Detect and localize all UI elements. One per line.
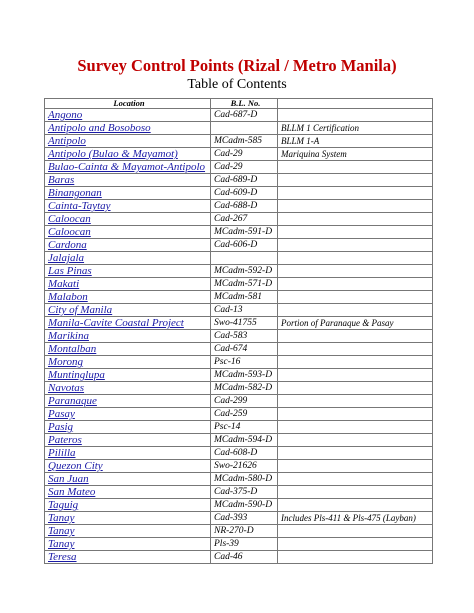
bl-number-cell: NR-270-D [211,525,278,538]
bl-number-cell: MCadm-571-D [211,278,278,291]
bl-number-cell: Cad-583 [211,330,278,343]
remarks-cell [278,525,433,538]
bl-number-cell: Cad-29 [211,148,278,161]
location-link[interactable]: City of Manila [45,304,211,317]
remarks-cell [278,434,433,447]
remarks-cell: Includes Pls-411 & Pls-475 (Layban) [278,512,433,525]
location-link[interactable]: Antipolo [45,135,211,148]
table-row [45,538,433,551]
table-row [45,122,433,135]
table-row [45,408,433,421]
table-row [45,421,433,434]
bl-number-cell: Cad-13 [211,304,278,317]
remarks-cell [278,343,433,356]
remarks-cell [278,356,433,369]
remarks-cell [278,109,433,122]
bl-number-cell: MCadm-593-D [211,369,278,382]
location-link[interactable]: Angono [45,109,211,122]
bl-number-cell: Cad-608-D [211,447,278,460]
remarks-cell [278,447,433,460]
document-subtitle: Table of Contents [187,77,287,92]
remarks-cell [278,265,433,278]
bl-number-cell: Cad-606-D [211,239,278,252]
table-row [45,265,433,278]
remarks-cell [278,304,433,317]
location-link[interactable]: Cainta-Taytay [45,200,211,213]
location-link[interactable]: Marikina [45,330,211,343]
table-row [45,460,433,473]
table-body [45,109,433,564]
bl-number-cell: Psc-14 [211,421,278,434]
bl-number-cell: MCadm-580-D [211,473,278,486]
header-bl-no: B.L. No. [211,99,278,109]
remarks-cell: Mariquina System [278,148,433,161]
table-row [45,525,433,538]
location-link[interactable]: Jalajala [45,252,211,265]
bl-number-cell: Cad-46 [211,551,278,564]
remarks-cell: Portion of Paranaque & Pasay [278,317,433,330]
table-row [45,148,433,161]
location-link[interactable]: Caloocan [45,213,211,226]
table-row [45,395,433,408]
bl-number-cell: Swo-41755 [211,317,278,330]
location-link[interactable]: Pasay [45,408,211,421]
bl-number-cell: Cad-688-D [211,200,278,213]
location-link[interactable]: Teresa [45,551,211,564]
bl-number-cell: MCadm-592-D [211,265,278,278]
bl-number-cell: Cad-393 [211,512,278,525]
table-row [45,356,433,369]
table-row [45,343,433,356]
remarks-cell [278,551,433,564]
bl-number-cell: MCadm-582-D [211,382,278,395]
remarks-cell [278,369,433,382]
table-row [45,109,433,122]
bl-number-cell: MCadm-590-D [211,499,278,512]
bl-number-cell: Cad-259 [211,408,278,421]
remarks-cell: BLLM 1-A [278,135,433,148]
location-link[interactable]: Paranaque [45,395,211,408]
remarks-cell [278,200,433,213]
remarks-cell [278,330,433,343]
location-link[interactable]: Morong [45,356,211,369]
remarks-cell [278,538,433,551]
remarks-cell [278,174,433,187]
location-link[interactable]: Tanay [45,538,211,551]
header-location: Location [45,99,211,109]
location-link[interactable]: Tanay [45,525,211,538]
remarks-cell [278,161,433,174]
table-row [45,213,433,226]
table-row [45,447,433,460]
document-title: Survey Control Points (Rizal / Metro Manila) [77,56,397,75]
table-row [45,200,433,213]
bl-number-cell: Cad-29 [211,161,278,174]
bl-number-cell: Cad-299 [211,395,278,408]
location-link[interactable]: Malabon [45,291,211,304]
remarks-cell [278,460,433,473]
location-link[interactable]: Binangonan [45,187,211,200]
location-link[interactable]: San Mateo [45,486,211,499]
remarks-cell [278,473,433,486]
table-row [45,330,433,343]
bl-number-cell: Pls-39 [211,538,278,551]
bl-number-cell: MCadm-585 [211,135,278,148]
table-row [45,434,433,447]
location-link[interactable]: Navotas [45,382,211,395]
location-link[interactable]: Las Pinas [45,265,211,278]
table-row [45,512,433,525]
location-link[interactable]: San Juan [45,473,211,486]
location-link[interactable]: Tanay [45,512,211,525]
bl-number-cell: Cad-609-D [211,187,278,200]
bl-number-cell: MCadm-594-D [211,434,278,447]
remarks-cell [278,239,433,252]
table-row [45,187,433,200]
bl-number-cell: MCadm-591-D [211,226,278,239]
table-row [45,174,433,187]
remarks-cell [278,421,433,434]
location-link[interactable]: Makati [45,278,211,291]
table-row [45,135,433,148]
remarks-cell: BLLM 1 Certification [278,122,433,135]
table-row [45,317,433,330]
table-row [45,486,433,499]
location-link[interactable]: Manila-Cavite Coastal Project [45,317,211,330]
table-row [45,161,433,174]
bl-number-cell [211,122,278,135]
location-link[interactable]: Pililla [45,447,211,460]
table-row [45,239,433,252]
table-row [45,278,433,291]
remarks-cell [278,395,433,408]
location-link[interactable]: Cardona [45,239,211,252]
table-row [45,291,433,304]
table-row [45,252,433,265]
remarks-cell [278,382,433,395]
location-link[interactable]: Pasig [45,421,211,434]
remarks-cell [278,226,433,239]
bl-number-cell: Cad-267 [211,213,278,226]
table-row [45,304,433,317]
location-link[interactable]: Antipolo and Bosoboso [45,122,211,135]
table-row [45,551,433,564]
table-row [45,226,433,239]
remarks-cell [278,486,433,499]
remarks-cell [278,499,433,512]
location-link[interactable]: Taguig [45,499,211,512]
location-link[interactable]: Pateros [45,434,211,447]
location-link[interactable]: Muntinglupa [45,369,211,382]
location-link[interactable]: Quezon City [45,460,211,473]
bl-number-cell: Psc-16 [211,356,278,369]
table-of-contents [44,98,433,564]
table-row [45,369,433,382]
table-row [45,473,433,486]
bl-number-cell: Cad-689-D [211,174,278,187]
bl-number-cell: Cad-674 [211,343,278,356]
bl-number-cell: MCadm-581 [211,291,278,304]
remarks-cell [278,278,433,291]
table-row [45,499,433,512]
remarks-cell [278,187,433,200]
remarks-cell [278,291,433,304]
location-link[interactable]: Caloocan [45,226,211,239]
location-link[interactable]: Bulao-Cainta & Mayamot-Antipolo [45,161,211,174]
location-link[interactable]: Montalban [45,343,211,356]
table-row [45,382,433,395]
bl-number-cell: Swo-21626 [211,460,278,473]
table-header-row [45,99,433,109]
remarks-cell [278,213,433,226]
remarks-cell [278,408,433,421]
bl-number-cell: Cad-375-D [211,486,278,499]
bl-number-cell: Cad-687-D [211,109,278,122]
remarks-cell [278,252,433,265]
location-link[interactable]: Antipolo (Bulao & Mayamot) [45,148,211,161]
header-remarks [278,99,433,109]
location-link[interactable]: Baras [45,174,211,187]
bl-number-cell [211,252,278,265]
